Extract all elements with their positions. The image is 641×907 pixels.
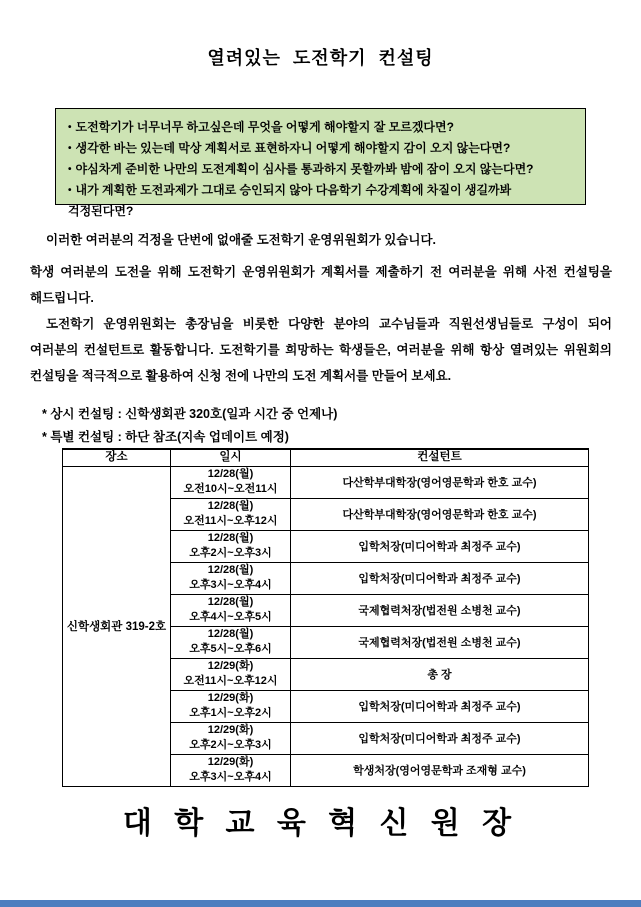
intro-bullet-item: • 도전학기가 너무너무 하고싶은데 무엇을 어떻게 해야할지 잘 모르겠다면? xyxy=(68,117,575,138)
page-title: 열려있는 도전학기 컨설팅 xyxy=(207,48,434,68)
bottom-accent-bar xyxy=(0,900,641,907)
datetime-cell xyxy=(171,722,291,754)
intro-bullet-item: • 생각한 바는 있는데 막상 계획서로 표현하자니 어떻게 해야할지 감이 오지 않는다면? xyxy=(68,138,575,159)
place-cell: 신학생회관 319-2호 xyxy=(63,466,171,786)
schedule-table-body xyxy=(63,466,589,786)
datetime-cell xyxy=(171,594,291,626)
bullet-icon: • xyxy=(68,164,72,175)
note-regular-consulting: * 상시 컨설팅 : 신학생회관 320호(일과 시간 중 언제나) xyxy=(42,407,338,421)
intro-highlight-box xyxy=(55,108,586,218)
date-text: 12/29(화) xyxy=(207,756,254,768)
time-text: 오전11시~오후12시 xyxy=(183,515,278,527)
date-text: 12/29(화) xyxy=(207,692,254,704)
paragraph-preconsulting: 학생 여러분의 도전을 위해 도전학기 운영위원회가 계획서를 제출하기 전 여러분을 위해 사전 컨설팅을 해드립니다. xyxy=(30,265,612,305)
consultant-cell: 다산학부대학장(영어영문학과 한호 교수) xyxy=(291,466,589,498)
date-text: 12/28(월) xyxy=(207,628,254,640)
consultant-cell: 입학처장(미디어학과 최정주 교수) xyxy=(291,690,589,722)
consultant-cell: 국제협력처장(법전원 소병천 교수) xyxy=(291,626,589,658)
date-text: 12/29(화) xyxy=(207,724,254,736)
datetime-cell xyxy=(171,658,291,690)
time-text: 오후4시~오후5시 xyxy=(189,611,272,623)
datetime-cell xyxy=(171,530,291,562)
datetime-cell xyxy=(171,690,291,722)
bullet-icon: • xyxy=(68,185,72,196)
signature-title: 대 학 교 육 혁 신 원 장 xyxy=(122,807,519,840)
consultant-cell: 입학처장(미디어학과 최정주 교수) xyxy=(291,562,589,594)
time-text: 오후1시~오후2시 xyxy=(189,707,272,719)
time-text: 오전10시~오전11시 xyxy=(183,483,278,495)
intro-bullet-item: • 야심차게 준비한 나만의 도전계획이 심사를 통과하지 못할까봐 밤에 잠이 오지 않는다면? xyxy=(68,159,575,180)
bullet-icon: • xyxy=(68,122,72,133)
intro-bullet-list xyxy=(68,117,575,222)
datetime-cell xyxy=(171,562,291,594)
header-consultant: 컨설턴트 xyxy=(291,449,589,466)
time-text: 오후3시~오후4시 xyxy=(189,771,272,783)
note-special-consulting: * 특별 컨설팅 : 하단 참조(지속 업데이트 예정) xyxy=(42,430,289,444)
date-text: 12/28(월) xyxy=(207,596,254,608)
intro-bullet-item: • 내가 계획한 도전과제가 그대로 승인되지 않아 다음학기 수강계획에 차질이 생길까봐 걱정된다면? xyxy=(68,180,575,222)
datetime-cell xyxy=(171,626,291,658)
datetime-cell xyxy=(171,498,291,530)
paragraph-committee-detail: 도전학기 운영위원회는 총장님을 비롯한 다양한 분야의 교수님들과 직원선생님들로 구성이 되어 여러분의 컨설턴트로 활동합니다. 도전학기를 희망하는 학생들은, 여러분을 위해 항상 열려있는 위원회의 컨설팅을 적극적으로 활용하여 신청 전에 나만의 도전 계획서를 만들어 보세요. xyxy=(30,317,612,383)
date-text: 12/29(화) xyxy=(207,660,254,672)
consultant-cell: 입학처장(미디어학과 최정주 교수) xyxy=(291,722,589,754)
datetime-cell xyxy=(171,754,291,786)
table-row xyxy=(63,466,589,498)
consultant-cell: 다산학부대학장(영어영문학과 한호 교수) xyxy=(291,498,589,530)
time-text: 오후2시~오후3시 xyxy=(189,547,272,559)
header-place: 장소 xyxy=(63,449,171,466)
datetime-cell xyxy=(171,466,291,498)
bullet-icon: • xyxy=(68,143,72,154)
consultant-cell: 국제협력처장(법전원 소병천 교수) xyxy=(291,594,589,626)
time-text: 오후2시~오후3시 xyxy=(189,739,272,751)
date-text: 12/28(월) xyxy=(207,500,254,512)
consultant-cell: 학생처장(영어영문학과 조재형 교수) xyxy=(291,754,589,786)
header-datetime: 일시 xyxy=(171,449,291,466)
date-text: 12/28(월) xyxy=(207,564,254,576)
schedule-table-header xyxy=(63,449,589,466)
time-text: 오전11시~오후12시 xyxy=(183,675,278,687)
date-text: 12/28(월) xyxy=(207,532,254,544)
time-text: 오후5시~오후6시 xyxy=(189,643,272,655)
time-text: 오후3시~오후4시 xyxy=(189,579,272,591)
consulting-schedule-table xyxy=(62,448,589,787)
consultant-cell: 총 장 xyxy=(291,658,589,690)
paragraph-committee-intro: 이러한 여러분의 걱정을 단번에 없애줄 도전학기 운영위원회가 있습니다. xyxy=(46,233,437,247)
date-text: 12/28(월) xyxy=(207,468,254,480)
consultant-cell: 입학처장(미디어학과 최정주 교수) xyxy=(291,530,589,562)
